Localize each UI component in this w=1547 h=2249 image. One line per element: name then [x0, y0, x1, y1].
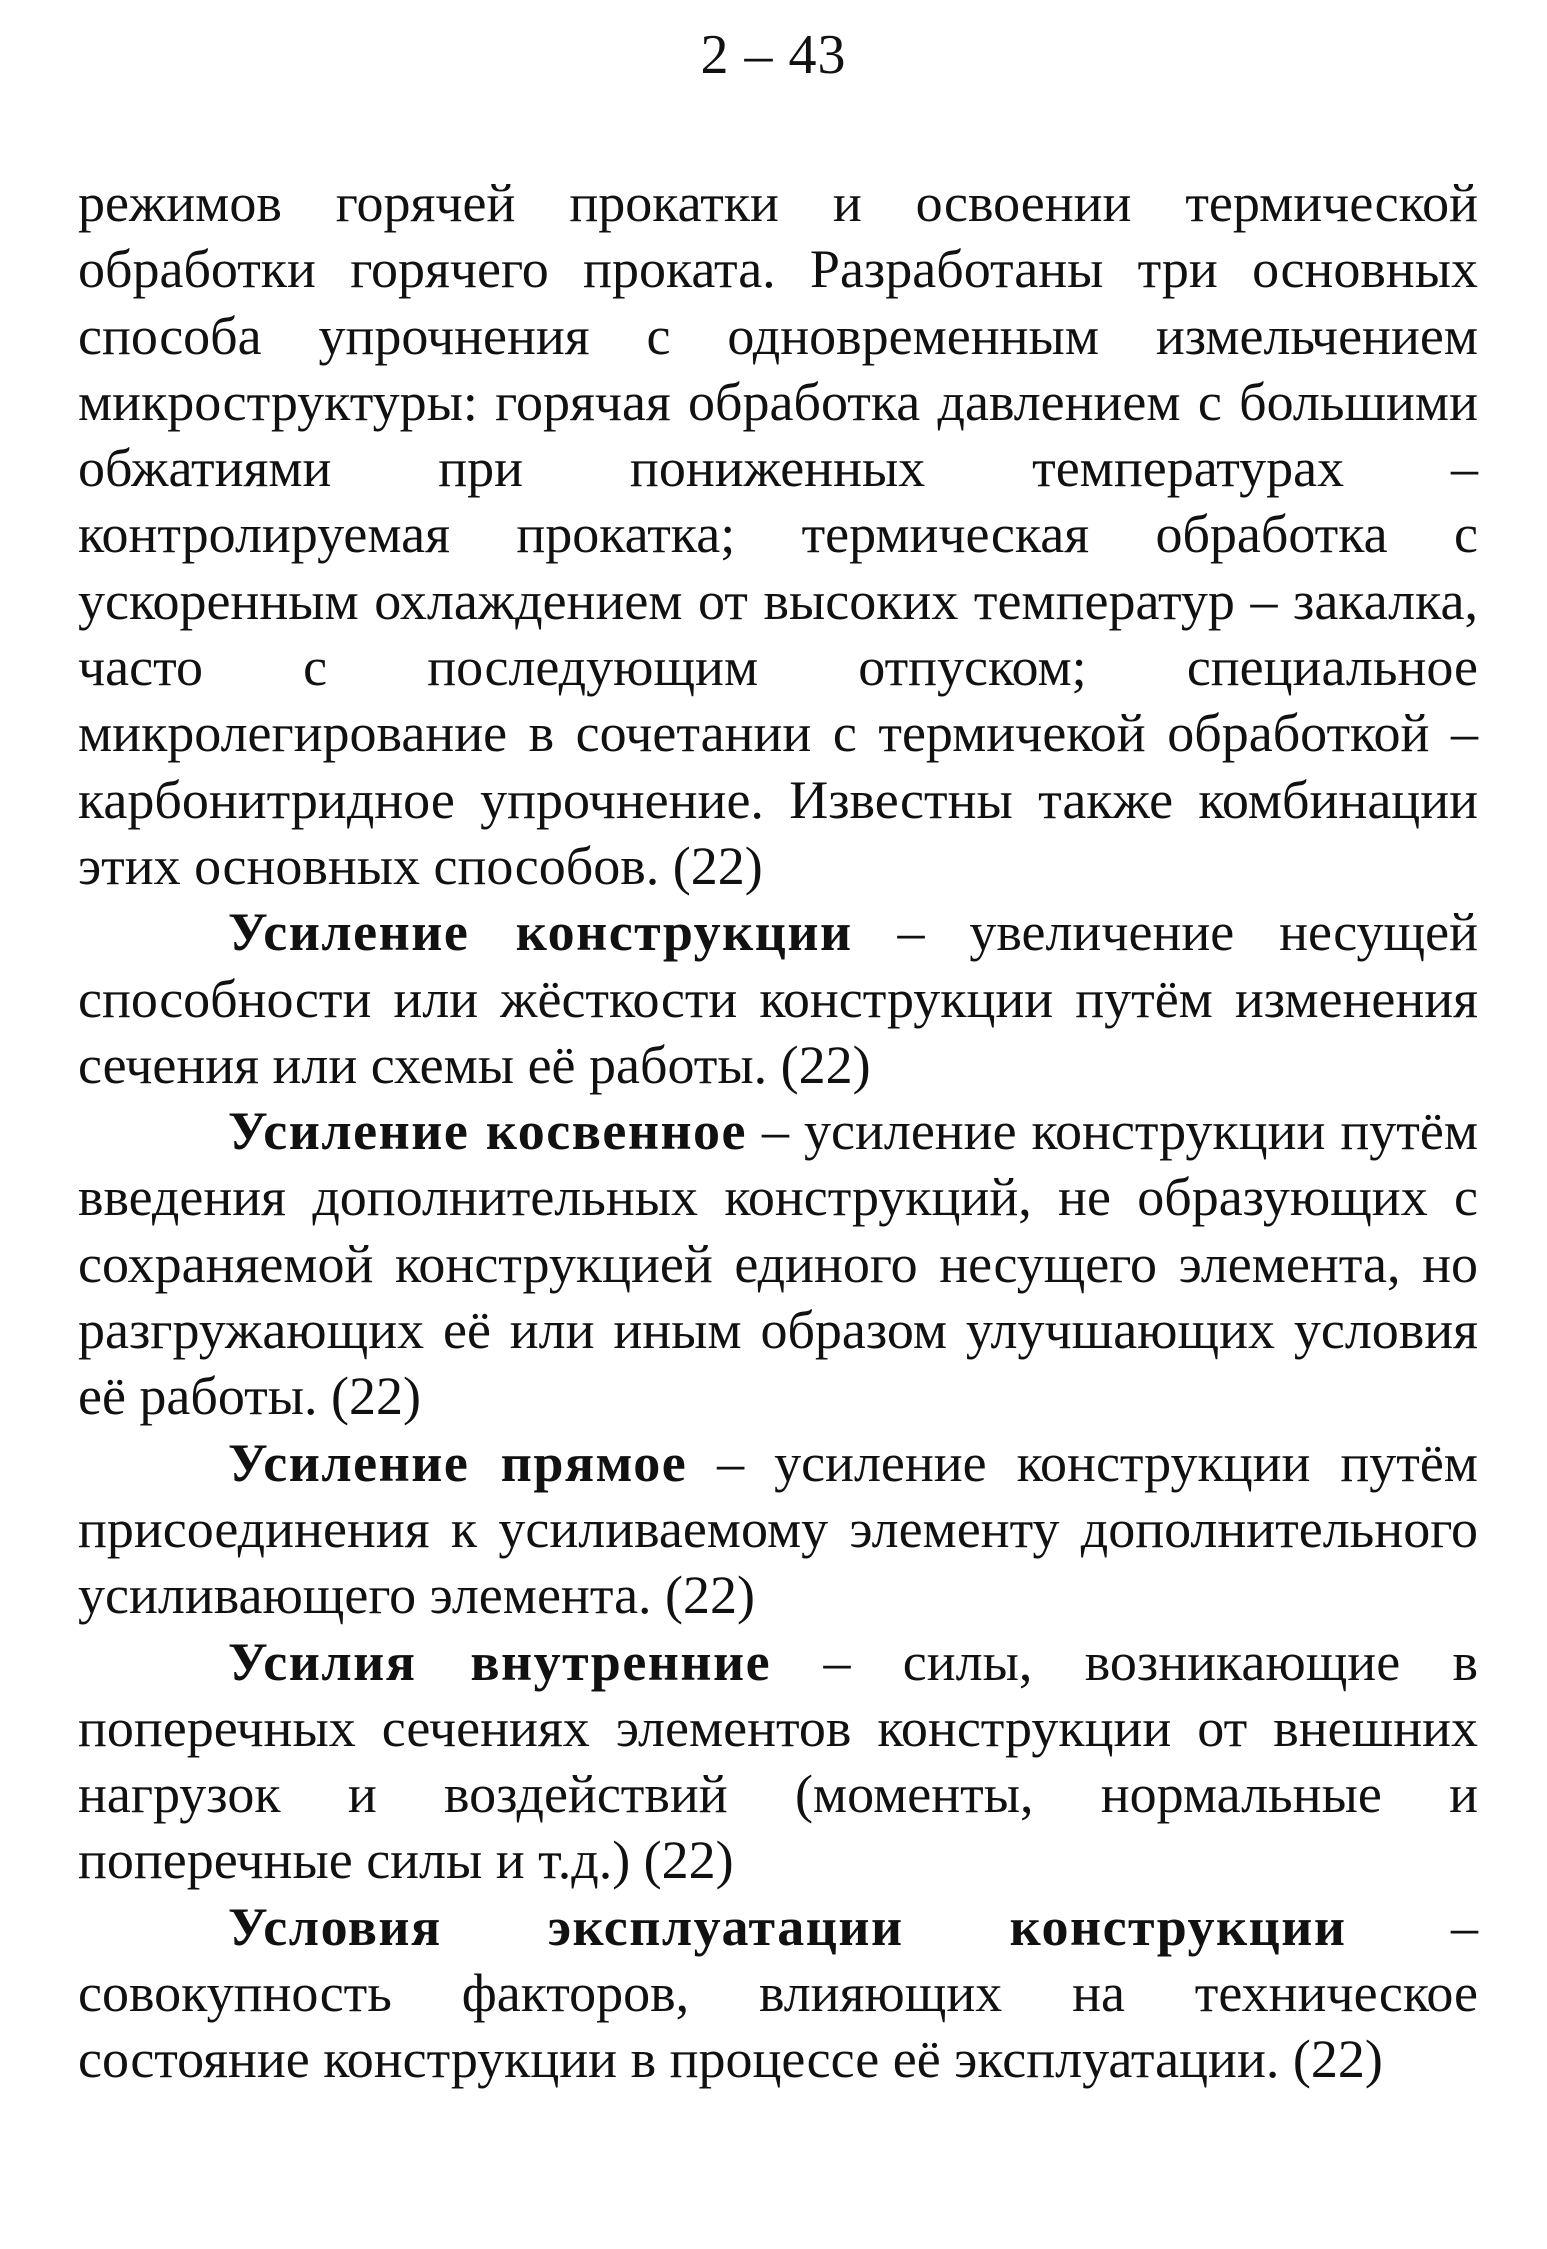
glossary-definition: – силы, возникающие в поперечных сечениях элементов конструкции от внешних нагрузок и воздействий (моменты, нормальные и поперечные силы и т.д.) (22) — [78, 1631, 1478, 1891]
glossary-entry — [78, 1098, 1478, 1429]
glossary-definition: – совокупность факторов, влияющих на техническое состояние конструкции в процессе её эксплуатации. (22) — [78, 1896, 1478, 2090]
glossary-definition: – усиление конструкции путём введения дополнительных конструкций, не образующих с сохраняемой конструкцией единого несущего элемента, но разгружающих её или иным образом улучшающих условия её работы. (22) — [78, 1101, 1478, 1427]
glossary-entry — [78, 899, 1478, 1098]
text-body — [78, 170, 1478, 2093]
glossary-term: Условия эксплуатации конструкции — [228, 1896, 1347, 1957]
glossary-term: Усилия внутренние — [228, 1631, 772, 1692]
continuation-paragraph: режимов горячей прокатки и освоении термической обработки горячего проката. Разработаны три основных способа упрочнения с одновременным измельчением микроструктуры: горячая обработка давлением с большими обжатиями при пониженных температурах – контролируемая прокатка; термическая обработка с ускоренным охлаждением от высоких температур – закалка, часто с последующим отпуском; специальное микролегирование в сочетании с термичекой обработкой – карбонитридное упрочнение. Известны также комбинации этих основных способов. (22) — [78, 173, 1478, 896]
glossary-entry — [78, 1430, 1478, 1629]
glossary-entry — [78, 1629, 1478, 1894]
page-number: 2 – 43 — [700, 24, 847, 86]
glossary-term: Усиление косвенное — [228, 1101, 748, 1162]
glossary-definition: – усиление конструкции путём присоединения к усиливаемому элементу дополнительного усиливающего элемента. (22) — [78, 1432, 1478, 1626]
glossary-entry — [78, 1894, 1478, 2093]
glossary-term: Усиление прямое — [228, 1432, 688, 1493]
glossary-definition: – увеличение несущей способности или жёсткости конструкции путём изменения сечения или схемы её работы. (22) — [78, 902, 1478, 1095]
glossary-term: Усиление конструкции — [228, 902, 853, 963]
